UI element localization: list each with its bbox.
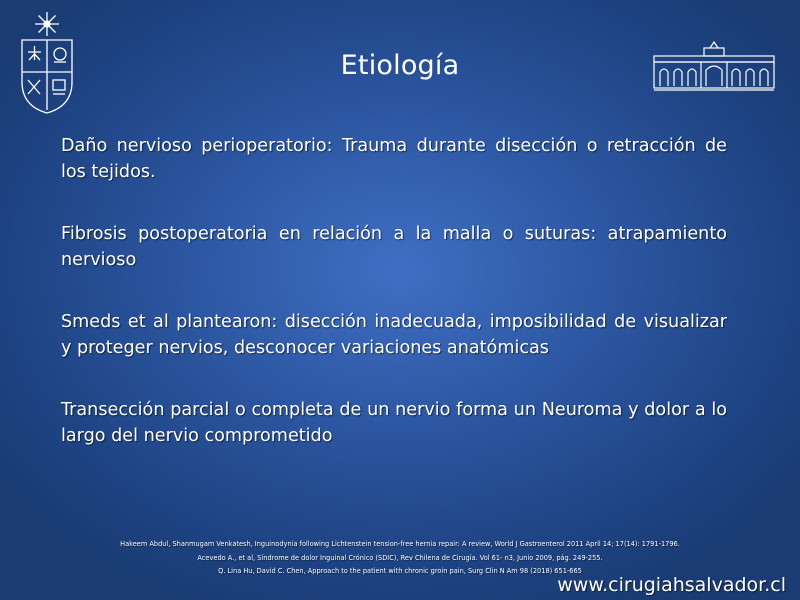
reference-item: Hakeem Abdul, Shanmugam Venkatesh, Inguinodynia following Lichtenstein tension-free hernia repair: A review, World J Gastroenterol 2011 April 14; 17(14): 1791-1796. xyxy=(120,540,680,548)
bullet-item: Smeds et al plantearon: disección inadecuada, imposibilidad de visualizar y proteger nervios, desconocer variaciones anatómicas xyxy=(61,312,727,358)
bullet-item: Fibrosis postoperatoria en relación a la malla o suturas: atrapamiento nervioso xyxy=(61,224,727,270)
reference-item: Q. Lina Hu, David C. Chen, Approach to the patient with chronic groin pain, Surg Clin N Am 98 (2018) 651-665 xyxy=(218,567,582,575)
reference-item: Acevedo A., et al, Síndrome de dolor Inguinal Crónico (SDIC), Rev Chilena de Cirugía. Vol 61- n3, Junio 2009, pág. 249-255. xyxy=(197,553,603,562)
bullet-list xyxy=(61,133,727,485)
bullet-item: Daño nervioso perioperatorio: Trauma durante disección o retracción de los tejidos. xyxy=(61,136,727,182)
bullet-item: Transección parcial o completa de un nervio forma un Neuroma y dolor a lo largo del nervio comprometido xyxy=(61,400,727,446)
references xyxy=(0,538,800,579)
website-url: www.cirugiahsalvador.cl xyxy=(557,574,786,596)
slide-title: Etiología xyxy=(340,50,460,81)
